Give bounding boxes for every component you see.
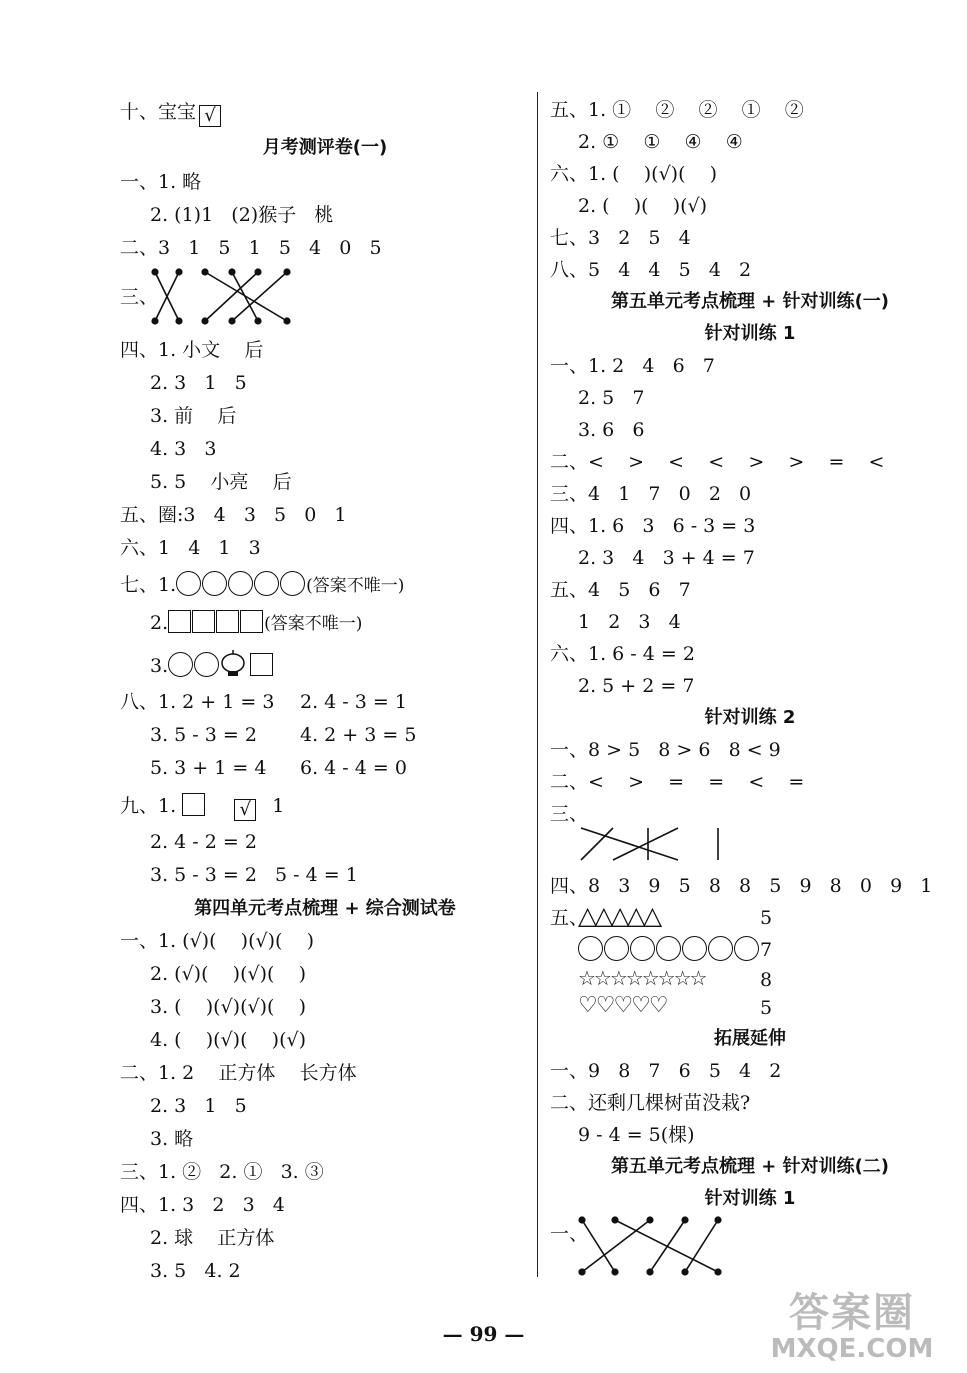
answer-line: 五、1. ① ② ② ① ② [550,99,804,121]
answer-line: 三、1. ② 2. ① 3. ③ [120,1161,324,1183]
answer-line: 4. 2 + 3 = 5 [300,724,417,746]
answer-line: 五、 [550,907,589,929]
answer-line: 2. 球 正方体 [150,1227,275,1249]
answer-line: 一、1. 略 [120,171,202,193]
answer-line: 2. 3 1 5 [150,1095,247,1117]
matching-lines-diagram [150,268,295,326]
answer-line: 2. 5 + 2 = 7 [578,675,695,697]
shape-count: 5 [760,907,773,929]
answer-line: 3. 6 6 [578,419,645,441]
check-box: √ [199,105,221,127]
watermark-logo: 答案圈 MXQE.COM [770,1290,934,1364]
answer-line: 二、3 1 5 1 5 4 0 5 [120,237,382,259]
circle-shape [280,571,305,596]
square-shape [240,610,263,633]
section-subtitle: 拓展延伸 [714,1028,786,1049]
circle-shape [168,652,193,677]
answer-line: 一、 [550,1223,589,1245]
section-title: 第五单元考点梳理 + 针对训练(二) [610,1156,890,1177]
answer-line: 三、 [550,803,589,825]
circle-shape [254,571,279,596]
answer-line: 3. 5 - 3 = 2 5 - 4 = 1 [150,864,358,886]
answer-line: 六、1. 6 - 4 = 2 [550,643,695,665]
answer-line: 二、< > < < > > = < [550,451,885,473]
section-subtitle: 针对训练 1 [704,1188,796,1209]
lantern-icon [220,650,246,678]
answer-line: 2. (答案不唯一) [150,612,363,634]
column-divider [537,92,538,1277]
shape-count: 8 [760,969,773,991]
answer-line: 四、1. 6 3 6 - 3 = 3 [550,515,756,537]
square-shape [192,610,215,633]
section-subtitle: 针对训练 1 [704,323,796,344]
answer-line: 3. 5 - 3 = 2 [150,724,257,746]
section-title: 第五单元考点梳理 + 针对训练(一) [610,291,890,312]
answer-line: 2. 3 1 5 [150,372,247,394]
answer-line: 一、1. (√)( )(√)( ) [120,930,314,952]
shape-count: 7 [760,939,773,961]
answer-line: 六、1. ( )(√)( ) [550,163,718,185]
answer-line: 七、1. (答案不唯一) [120,571,404,598]
answer-line: 2. 4 - 2 = 2 [150,831,257,853]
answer-line: 八、5 4 4 5 4 2 [550,259,752,281]
answer-line: 3. 略 [150,1128,194,1150]
section-title: 月考测评卷(一) [262,137,388,158]
answer-line: 3. 前 后 [150,405,237,427]
answer-line: 1 2 3 4 [578,611,681,633]
page-number: — 99 — [442,1322,525,1346]
answer-line: 5. 3 + 1 = 4 [150,757,267,779]
answer-line: 3. 5 4. 2 [150,1260,241,1282]
answer-line: 一、1. 2 4 6 7 [550,355,715,377]
shape-count: 5 [760,997,773,1019]
answer-line: 2. ① ① ④ ④ [578,131,743,153]
triangle-shapes: △△△△△ [578,901,660,930]
answer-line: 4. 3 3 [150,438,217,460]
square-shape [168,610,191,633]
answer-line: 2. 4 - 3 = 1 [300,691,407,713]
empty-box [182,793,205,816]
answer-line: 一、8 > 5 8 > 6 8 < 9 [550,739,781,761]
matching-lines-diagram [578,1216,728,1276]
answer-line: 九、1. √ 1 [120,795,285,820]
answer-line: 2. ( )( )(√) [578,195,708,217]
section-subtitle: 针对训练 2 [704,707,796,728]
answer-line: 二、1. 2 正方体 长方体 [120,1062,357,1084]
answer-line: 六、1 4 1 3 [120,537,261,559]
answer-line: 二、< > = = < = [550,771,805,793]
answer-line: 2. (1)1 (2)猴子 桃 [150,204,334,226]
answer-line: 2. (√)( )(√)( ) [150,963,306,985]
circle-shape [194,652,219,677]
answer-line: 五、圈:3 4 3 5 0 1 [120,504,347,526]
check-box: √ [234,799,256,821]
answer-line: 三、 [120,286,159,308]
circle-shape [176,571,201,596]
circle-shapes [578,936,760,962]
answer-line: 5. 5 小亮 后 [150,471,292,493]
answer-line: 一、9 8 7 6 5 4 2 [550,1060,782,1082]
answer-line: 四、1. 3 2 3 4 [120,1194,285,1216]
square-shape [250,653,273,676]
answer-line: 2. 5 7 [578,387,645,409]
answer-line: 七、3 2 5 4 [550,227,691,249]
answer-line: 6. 4 - 4 = 0 [300,757,407,779]
heart-shapes: ♡♡♡♡♡ [578,993,667,1018]
circle-shape [202,571,227,596]
answer-line: 四、8 3 9 5 8 8 5 9 8 0 9 1 [550,875,933,897]
circle-shape [228,571,253,596]
answer-line: 9 - 4 = 5(棵) [578,1124,695,1146]
answer-line: 三、4 1 7 0 2 0 [550,483,752,505]
answer-line: 4. ( )(√)( )(√) [150,1029,306,1051]
answer-line: 3. ( )(√)(√)( ) [150,996,306,1018]
answer-line: 五、4 5 6 7 [550,579,691,601]
section-title: 第四单元考点梳理 + 综合测试卷 [194,898,456,919]
matching-lines-diagram [578,824,728,864]
answer-line: 2. 3 4 3 + 4 = 7 [578,547,755,569]
answer-line: 二、还剩几棵树苗没栽? [550,1092,751,1114]
answer-line: 四、1. 小文 后 [120,339,264,361]
answer-line: 十、宝宝 √ [120,100,221,127]
square-shape [216,610,239,633]
star-shapes: ☆☆☆☆☆☆☆☆ [578,966,706,990]
answer-line: 3. [150,650,274,678]
answer-line: 八、1. 2 + 1 = 3 [120,691,275,713]
